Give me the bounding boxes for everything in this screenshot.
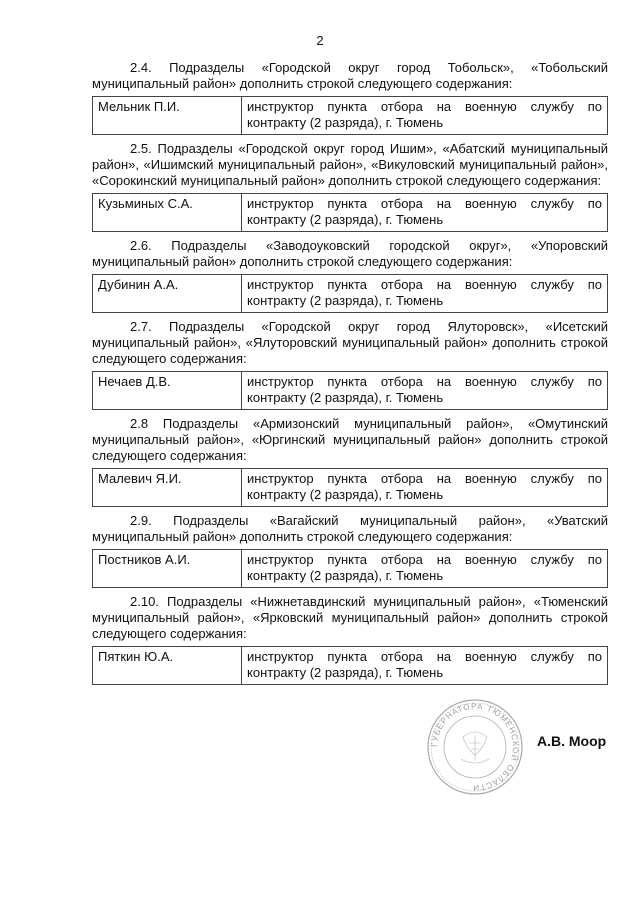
page-number: 2 — [316, 33, 324, 48]
section-2-8-text: 2.8 Подразделы «Армизонский муниципальный район», «Омутинский муниципальный район», «Юргинский муниципальный район» дополнить строкой следующего содержания: — [92, 416, 608, 463]
table-cell-position: инструктор пункта отбора на военную службу по контракту (2 разряда), г. Тюмень — [242, 194, 608, 232]
section-2-4-table — [92, 96, 608, 135]
section-2-7-table — [92, 371, 608, 410]
table-cell-name: Пяткин Ю.А. — [93, 647, 242, 685]
section-2-8-table — [92, 468, 608, 507]
document-body — [92, 60, 608, 691]
table-cell-name: Дубинин А.А. — [93, 275, 242, 313]
table-cell-position: инструктор пункта отбора на военную службу по контракту (2 разряда), г. Тюмень — [242, 550, 608, 588]
section-2-6-text: 2.6. Подразделы «Заводоуковский городской округ», «Упоровский муниципальный район» дополнить строкой следующего содержания: — [92, 238, 608, 269]
table-cell-position: инструктор пункта отбора на военную службу по контракту (2 разряда), г. Тюмень — [242, 469, 608, 507]
table-cell-name: Нечаев Д.В. — [93, 372, 242, 410]
section-2-6-table — [92, 274, 608, 313]
table-cell-position: инструктор пункта отбора на военную службу по контракту (2 разряда), г. Тюмень — [242, 372, 608, 410]
section-2-5-table — [92, 193, 608, 232]
signature-name: А.В. Моор — [537, 733, 607, 749]
table-cell-position: инструктор пункта отбора на военную службу по контракту (2 разряда), г. Тюмень — [242, 647, 608, 685]
table-cell-name: Мельник П.И. — [93, 97, 242, 135]
table-cell-name: Кузьминых С.А. — [93, 194, 242, 232]
section-2-9-text: 2.9. Подразделы «Вагайский муниципальный район», «Уватский муниципальный район» дополнить строкой следующего содержания: — [92, 513, 608, 544]
table-cell-name: Малевич Я.И. — [93, 469, 242, 507]
official-seal-stamp — [425, 697, 525, 797]
section-2-4-text: 2.4. Подразделы «Городской округ город Тобольск», «Тобольский муниципальный район» дополнить строкой следующего содержания: — [92, 60, 608, 91]
table-cell-name: Постников А.И. — [93, 550, 242, 588]
section-2-9-table — [92, 549, 608, 588]
stamp-text: ГУБЕРНАТОРА ТЮМЕНСКОЙ ОБЛАСТИ — [429, 701, 521, 793]
section-2-10-text: 2.10. Подразделы «Нижнетавдинский муниципальный район», «Тюменский муниципальный район», «Ярковский муниципальный район» дополнить строкой следующего содержания: — [92, 594, 608, 641]
table-cell-position: инструктор пункта отбора на военную службу по контракту (2 разряда), г. Тюмень — [242, 275, 608, 313]
section-2-7-text: 2.7. Подразделы «Городской округ город Ялуторовск», «Исетский муниципальный район», «Ялуторовский муниципальный район» дополнить строкой следующего содержания: — [92, 319, 608, 366]
section-2-10-table — [92, 646, 608, 685]
section-2-5-text: 2.5. Подразделы «Городской округ город Ишим», «Абатский муниципальный район», «Ишимский муниципальный район», «Викуловский муниципальный район», «Сорокинский муниципальный район» дополнить строкой следующего содержания: — [92, 141, 608, 188]
table-cell-position: инструктор пункта отбора на военную службу по контракту (2 разряда), г. Тюмень — [242, 97, 608, 135]
